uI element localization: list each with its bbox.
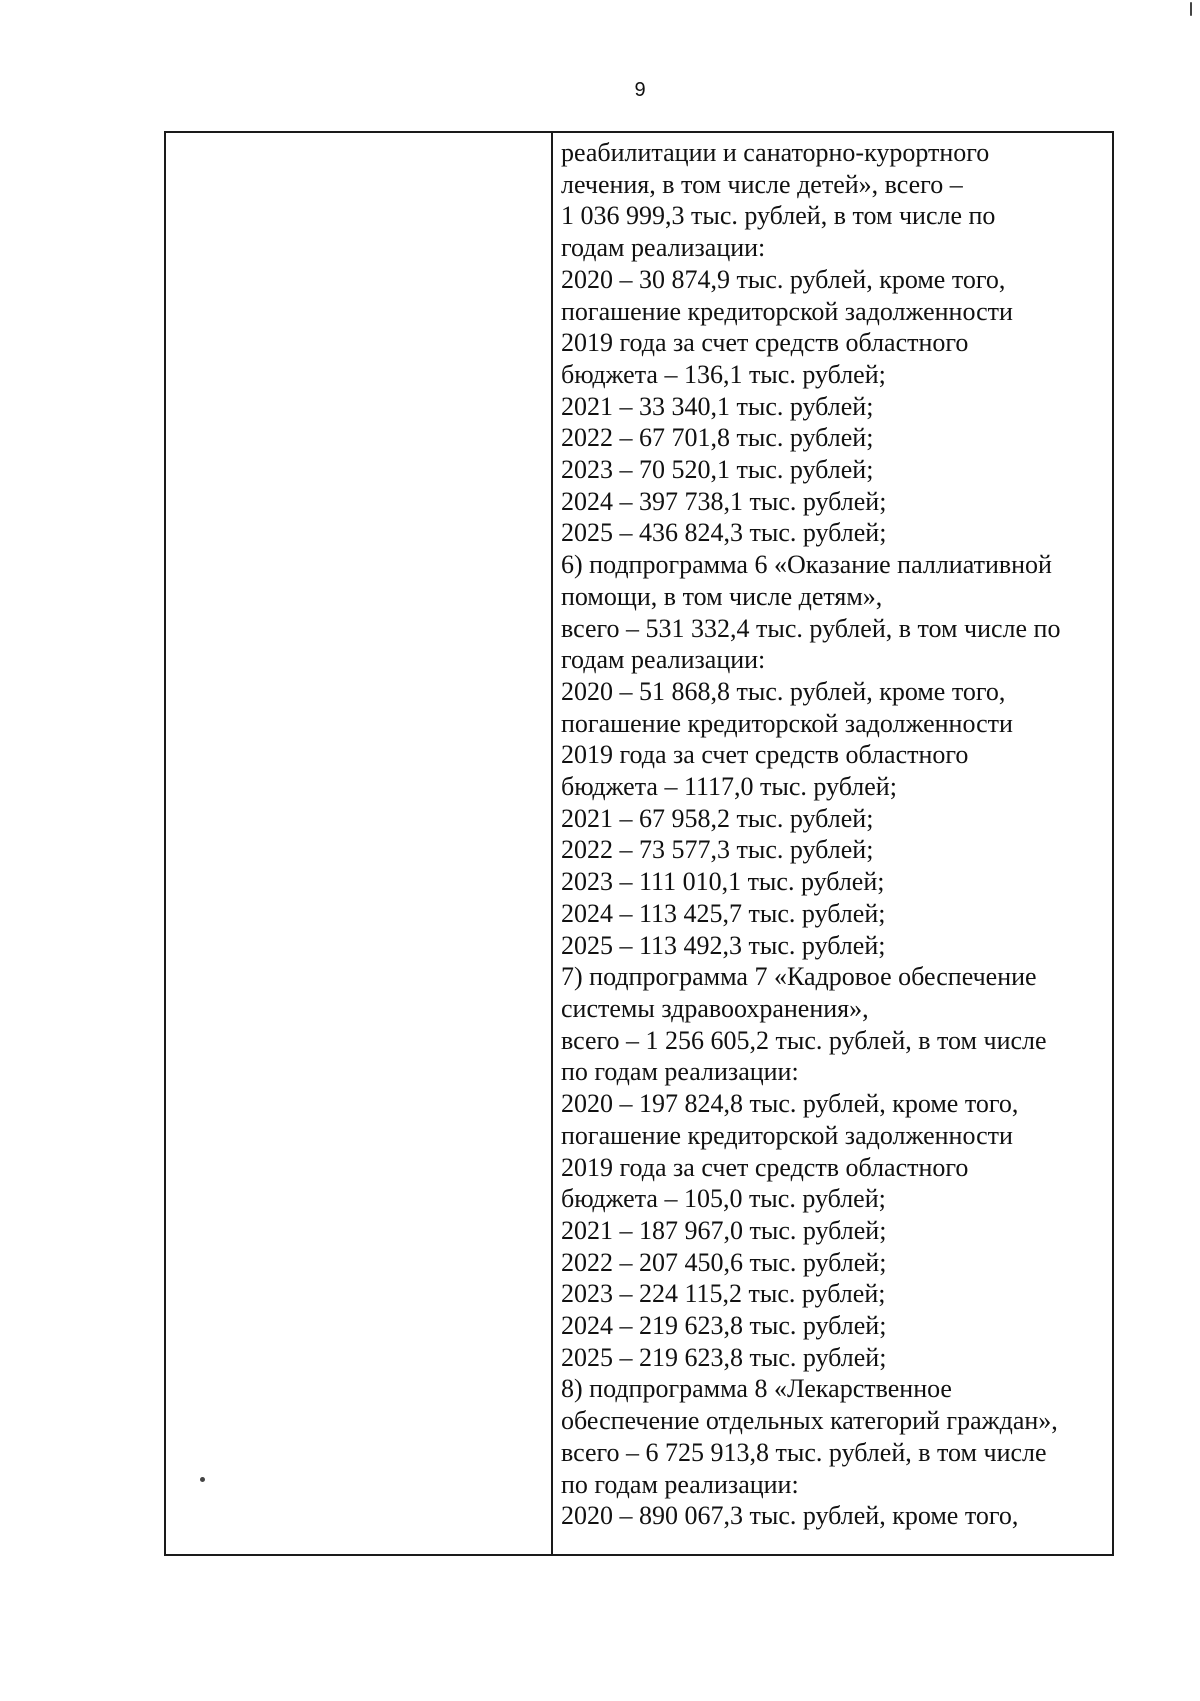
- cell-text-line: 1 036 999,3 тыс. рублей, в том числе по: [561, 201, 996, 231]
- cell-text-line: 2021 – 187 967,0 тыс. рублей;: [561, 1215, 887, 1245]
- cell-text-line: бюджета – 1117,0 тыс. рублей;: [561, 772, 897, 802]
- cell-text-line: 8) подпрограмма 8 «Лекарственное: [561, 1374, 952, 1404]
- cell-text-line: 2024 – 397 738,1 тыс. рублей;: [561, 486, 887, 516]
- cell-text-line: 2019 года за счет средств областного: [561, 328, 969, 358]
- document-table: [164, 131, 1114, 1556]
- cell-text-line: всего – 1 256 605,2 тыс. рублей, в том числе: [561, 1025, 1047, 1055]
- cell-text-line: 2020 – 51 868,8 тыс. рублей, кроме того,: [561, 676, 1006, 706]
- cell-text-line: 7) подпрограмма 7 «Кадровое обеспечение: [561, 962, 1037, 992]
- cell-text-line: по годам реализации:: [561, 1057, 799, 1087]
- scan-speck: [1190, 2, 1192, 16]
- table-right-cell: [553, 133, 1112, 1554]
- cell-text-line: 2021 – 67 958,2 тыс. рублей;: [561, 803, 874, 833]
- cell-text-line: 2022 – 67 701,8 тыс. рублей;: [561, 423, 874, 453]
- cell-text-line: 2023 – 224 115,2 тыс. рублей;: [561, 1279, 886, 1309]
- cell-text-line: погашение кредиторской задолженности: [561, 296, 1013, 326]
- cell-text-line: по годам реализации:: [561, 1469, 799, 1499]
- cell-text-line: 2024 – 219 623,8 тыс. рублей;: [561, 1311, 887, 1341]
- table-left-cell: [166, 133, 553, 1554]
- cell-text-line: годам реализации:: [561, 645, 766, 675]
- cell-text-line: 2025 – 113 492,3 тыс. рублей;: [561, 930, 886, 960]
- cell-text-line: 2019 года за счет средств областного: [561, 740, 969, 770]
- cell-text-line: 2020 – 197 824,8 тыс. рублей, кроме того,: [561, 1089, 1019, 1119]
- cell-text-line: 2019 года за счет средств областного: [561, 1152, 969, 1182]
- page-number: 9: [634, 79, 646, 101]
- cell-text-line: 6) подпрограмма 6 «Оказание паллиативной: [561, 550, 1052, 580]
- cell-text-line: 2023 – 70 520,1 тыс. рублей;: [561, 455, 874, 485]
- cell-text-line: 2025 – 436 824,3 тыс. рублей;: [561, 518, 887, 548]
- cell-text-line: погашение кредиторской задолженности: [561, 708, 1013, 738]
- cell-text-line: 2022 – 207 450,6 тыс. рублей;: [561, 1247, 887, 1277]
- cell-text-line: лечения, в том числе детей», всего –: [561, 169, 963, 199]
- cell-text-line: годам реализации:: [561, 233, 766, 263]
- cell-text-line: всего – 6 725 913,8 тыс. рублей, в том числе: [561, 1437, 1047, 1467]
- cell-text-line: всего – 531 332,4 тыс. рублей, в том числе по: [561, 613, 1061, 643]
- cell-text-line: 2023 – 111 010,1 тыс. рублей;: [561, 867, 885, 897]
- cell-text-line: 2021 – 33 340,1 тыс. рублей;: [561, 391, 874, 421]
- cell-text-line: системы здравоохранения»,: [561, 993, 869, 1023]
- cell-text-line: погашение кредиторской задолженности: [561, 1120, 1013, 1150]
- cell-text-line: бюджета – 105,0 тыс. рублей;: [561, 1184, 886, 1214]
- cell-text-line: обеспечение отдельных категорий граждан»,: [561, 1406, 1058, 1436]
- cell-text-line: 2025 – 219 623,8 тыс. рублей;: [561, 1342, 887, 1372]
- cell-text-line: 2024 – 113 425,7 тыс. рублей;: [561, 898, 886, 928]
- cell-text-line: реабилитации и санаторно-курортного: [561, 138, 990, 167]
- cell-text-line: бюджета – 136,1 тыс. рублей;: [561, 359, 886, 389]
- cell-text-line: помощи, в том числе детям»,: [561, 581, 883, 611]
- scan-speck: [200, 1477, 205, 1482]
- cell-text-line: 2022 – 73 577,3 тыс. рублей;: [561, 835, 874, 865]
- cell-text-line: 2020 – 890 067,3 тыс. рублей, кроме того,: [561, 1501, 1019, 1531]
- cell-text-line: 2020 – 30 874,9 тыс. рублей, кроме того,: [561, 264, 1006, 294]
